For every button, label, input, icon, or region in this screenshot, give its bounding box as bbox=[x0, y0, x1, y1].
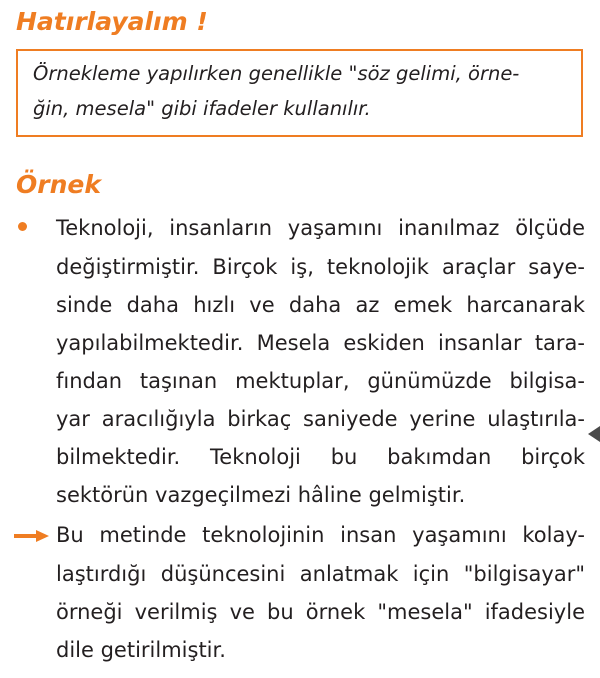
note-line: ğin, mesela" gibi ifadeler kullanılır. bbox=[33, 97, 371, 120]
note-line: Örnekleme yapılırken genellikle "söz gelimi, örne- bbox=[33, 62, 520, 85]
example-line: sektörün vazgeçilmezi hâline gelmiştir. bbox=[56, 483, 466, 507]
hatirlayalim-heading: Hatırlayalım ! bbox=[16, 7, 208, 36]
example-line: sinde daha hızlı ve daha az emek harcanarak bbox=[56, 293, 585, 317]
example-line: bilmektedir. Teknoloji bu bakımdan birçok bbox=[56, 445, 585, 469]
page-edge-marker bbox=[588, 426, 600, 442]
bullet-dot-icon bbox=[18, 222, 27, 231]
example-line: Teknoloji, insanların yaşamını inanılmaz ölçüde bbox=[56, 216, 585, 240]
example-line: yapılabilmektedir. Mesela eskiden insanlar tara- bbox=[56, 331, 585, 355]
explanation-line: Bu metinde teknolojinin insan yaşamını kolay- bbox=[56, 523, 585, 547]
arrow-right-icon bbox=[14, 529, 50, 543]
example-line: yar aracılığıyla birkaç saniyede yerine ulaştırıla- bbox=[56, 407, 585, 431]
explanation-line: laştırdığı düşüncesini anlatmak için "bilgisayar" bbox=[56, 562, 585, 586]
example-line: değiştirmiştir. Birçok iş, teknolojik araçlar saye- bbox=[56, 255, 585, 279]
reminder-note-box bbox=[16, 49, 583, 137]
explanation-line: örneği verilmiş ve bu örnek "mesela" ifadesiyle bbox=[56, 600, 585, 624]
example-line: fından taşınan mektuplar, günümüzde bilgisa- bbox=[56, 369, 585, 393]
explanation-line: dile getirilmiştir. bbox=[56, 638, 226, 662]
ornek-heading: Örnek bbox=[16, 170, 101, 199]
